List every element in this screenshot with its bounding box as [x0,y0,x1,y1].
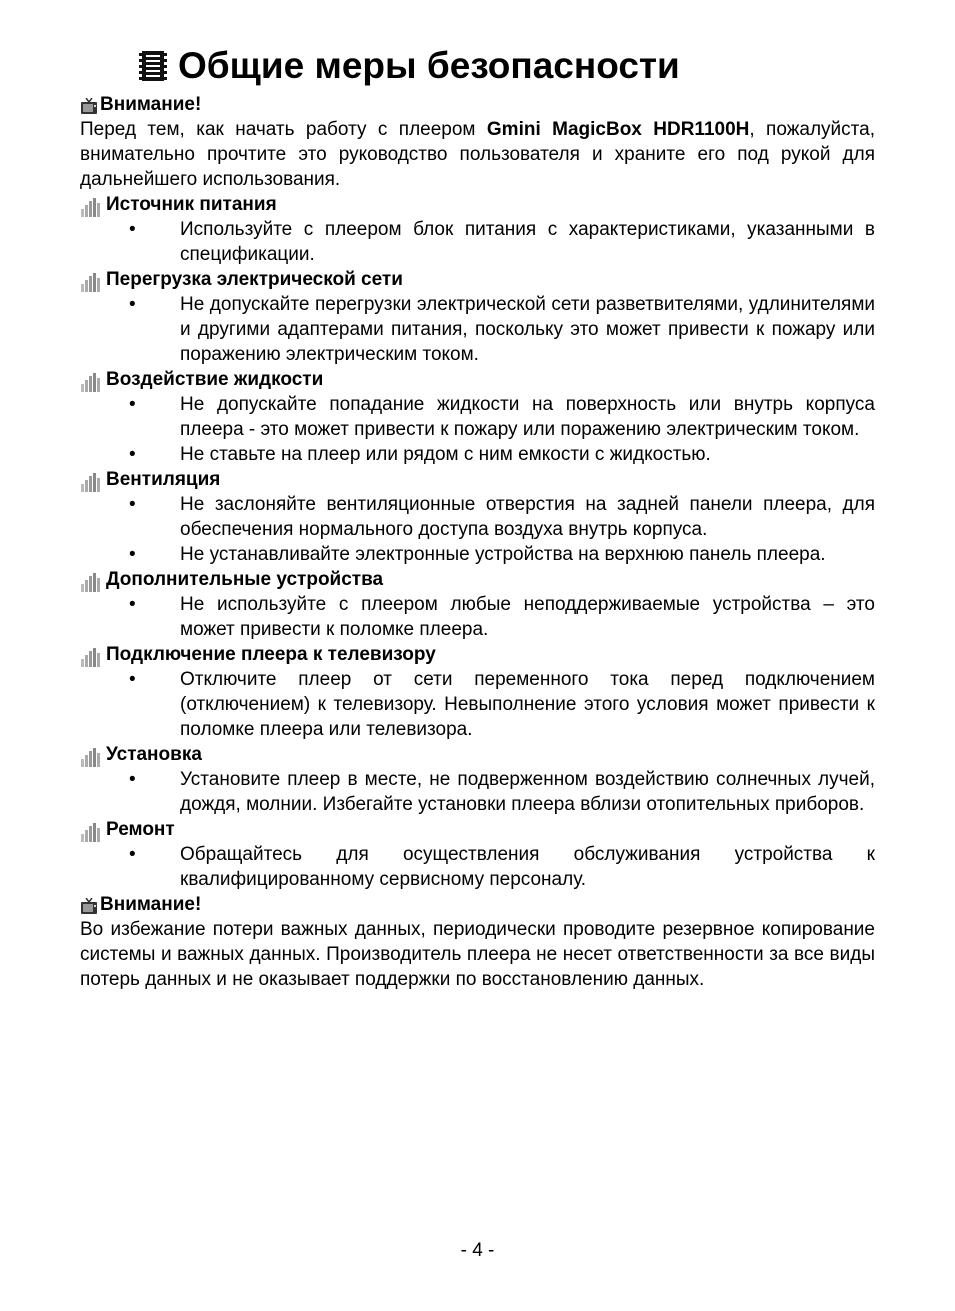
section-heading [80,267,875,292]
warning-heading [80,892,875,917]
list-item [80,442,875,467]
list-item-text: Отключите плеер от сети переменного тока перед подключением (отключением) к телевизору. Невыполнение этого условия может привести к поломке плеера или телевизора. [180,669,875,740]
intro-text-start: Перед тем, как начать работу с плеером [80,119,487,140]
bullet-marker: • [129,669,136,690]
page-number: - 4 - [460,1240,495,1261]
section-heading-text: Ремонт [106,819,175,840]
list-item [80,392,875,442]
signal-bars-icon [80,572,104,592]
tv-icon [80,897,98,914]
section-heading-text: Установка [106,744,202,765]
page-title: Общие меры безопасности [178,45,680,86]
list-item-text: Используйте с плеером блок питания с характеристиками, указанными в спецификации. [180,219,875,265]
backup-warning-paragraph: Во избежание потери важных данных, периодически проводите резервное копирование системы и важных данных. Производитель плеера не несет ответственности за все виды потерь данных и не оказывает поддержки по восстановлению данных. [80,919,875,990]
list-item-text: Обращайтесь для осуществления обслуживания устройства к квалифицированному сервисному персоналу. [180,844,875,890]
bullet-marker: • [129,494,136,515]
list-item-text: Не используйте с плеером любые неподдерживаемые устройства – это может привести к поломке плеера. [180,594,875,640]
bullet-marker: • [129,544,136,565]
list-item-text: Не ставьте на плеер или рядом с ним емкости с жидкостью. [180,444,711,465]
section-heading [80,467,875,492]
warning-label: Внимание! [100,94,202,115]
section-heading-text: Перегрузка электрической сети [106,269,403,290]
warning-label: Внимание! [100,894,202,915]
bullet-marker: • [129,219,136,240]
bullet-marker: • [129,294,136,315]
warning-heading [80,92,875,117]
signal-bars-icon [80,372,104,392]
list-item-text: Не устанавливайте электронные устройства на верхнюю панель плеера. [180,544,826,565]
section-heading [80,367,875,392]
list-item [80,767,875,817]
title-row [138,40,875,92]
signal-bars-icon [80,472,104,492]
list-item [80,292,875,367]
signal-bars-icon [80,647,104,667]
section-heading [80,567,875,592]
list-item [80,842,875,892]
bullet-marker: • [129,444,136,465]
section-heading-text: Подключение плеера к телевизору [106,644,436,665]
section-heading [80,742,875,767]
signal-bars-icon [80,747,104,767]
signal-bars-icon [80,822,104,842]
list-item [80,592,875,642]
product-name: Gmini MagicBox HDR1100H [486,119,750,140]
section-heading-text: Дополнительные устройства [106,569,384,590]
list-item [80,542,875,567]
list-item-text: Установите плеер в месте, не подверженном воздействию солнечных лучей, дождя, молнии. Избегайте установки плеера вблизи отопительных приборов. [180,769,875,815]
intro-paragraph [80,117,875,192]
tv-icon [80,97,98,114]
list-item-text: Не допускайте попадание жидкости на поверхность или внутрь корпуса плеера - это может привести к пожару или поражению электрическим током. [180,394,875,440]
bullet-marker: • [129,394,136,415]
list-item-text: Не допускайте перегрузки электрической сети разветвителями, удлинителями и другими адаптерами питания, поскольку это может привести к пожару или поражению электрическим током. [180,294,875,365]
section-heading [80,192,875,217]
section-heading [80,817,875,842]
section-heading-text: Воздействие жидкости [106,369,324,390]
list-item [80,667,875,742]
bullet-marker: • [129,594,136,615]
list-item-text: Не заслоняйте вентиляционные отверстия на задней панели плеера, для обеспечения нормального доступа воздуха внутрь корпуса. [180,494,875,540]
section-heading-text: Источник питания [106,194,277,215]
list-item [80,492,875,542]
bullet-marker: • [129,844,136,865]
list-item [80,217,875,267]
film-strip-icon [138,49,168,83]
section-heading [80,642,875,667]
signal-bars-icon [80,197,104,217]
signal-bars-icon [80,272,104,292]
intro-text-end: , пожалуйста, внимательно прочтите это руководство пользователя и храните его под рукой для дальнейшего использования. [80,119,876,190]
bullet-marker: • [129,769,136,790]
section-heading-text: Вентиляция [106,469,221,490]
document-page [80,40,875,992]
